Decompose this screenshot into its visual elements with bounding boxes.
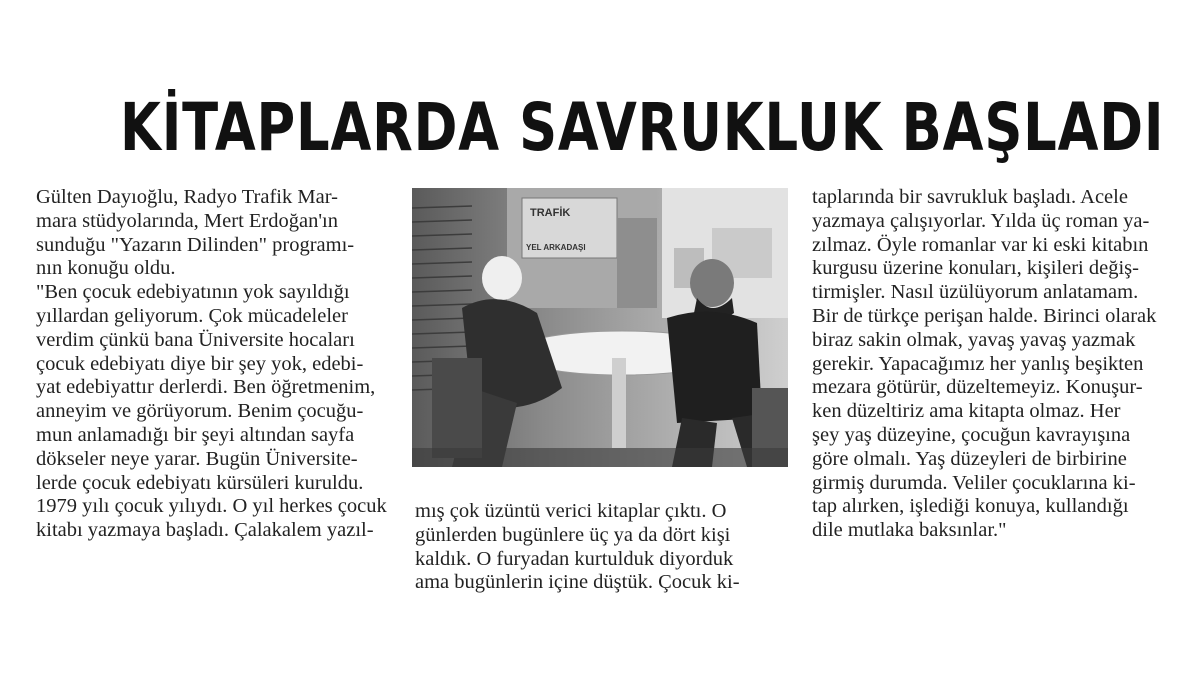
photo-illustration — [412, 188, 788, 467]
text-line: yazmaya çalışıyorlar. Yılda üç roman ya- — [812, 209, 1150, 232]
text-line: lerde çocuk edebiyatı kürsüleri kuruldu. — [36, 471, 364, 494]
text-line: göre olmalı. Yaş düzeyleri de birbirine — [812, 447, 1127, 470]
text-line: zılmaz. Öyle romanlar var ki eski kitabın — [812, 233, 1149, 256]
article-headline: KİTAPLARDA SAVRUKLUK BAŞLADI — [120, 89, 1165, 166]
text-line: nın konuğu oldu. — [36, 257, 176, 280]
text-line: gerekir. Yapacağımız her yanlış beşikten — [812, 352, 1144, 375]
text-line: "Ben çocuk edebiyatının yok sayıldığı — [36, 281, 350, 304]
text-line: ama bugünlerin içine düştük. Çocuk ki- — [415, 571, 740, 594]
article-column-2 — [415, 500, 787, 595]
text-line: günlerden bugünlere üç ya da dört kişi — [415, 523, 731, 546]
text-line: mun anlamadığı bir şeyi altından sayfa — [36, 423, 355, 446]
text-line: kaldık. O furyadan kurtulduk diyorduk — [415, 547, 734, 570]
text-line: sunduğu "Yazarın Dilinden" programı- — [36, 233, 355, 256]
text-line: ken düzeltiriz ama kitapta olmaz. Her — [812, 400, 1121, 423]
text-line: mezara götürür, düzeltemeyiz. Konuşur- — [812, 376, 1143, 399]
text-line: verdim çünkü bana Üniversite hocaları — [36, 328, 355, 351]
poster-text-2: YEL ARKADAŞI — [526, 243, 586, 252]
text-line: mış çok üzüntü verici kitaplar çıktı. O — [415, 500, 727, 522]
text-line: çocuk edebiyatı diye bir şey yok, edebi- — [36, 352, 364, 375]
text-line: tirmişler. Nasıl üzülüyorum anlatamam. — [812, 281, 1139, 304]
text-line: girmiş durumda. Veliler çocuklarına ki- — [812, 471, 1136, 494]
poster-text-1: TRAFİK — [530, 207, 571, 219]
article-column-1 — [36, 186, 392, 543]
text-line: şey yaş düzeyine, çocuğun kavrayışına — [812, 423, 1131, 446]
text-line: mara stüdyolarında, Mert Erdoğan'ın — [36, 209, 338, 232]
article-photo — [412, 188, 788, 467]
article-column-3 — [812, 186, 1172, 543]
text-line: Bir de türkçe perişan halde. Birinci olarak — [812, 304, 1157, 327]
text-line: taplarında bir savrukluk başladı. Acele — [812, 186, 1128, 208]
text-line: yat edebiyattır derlerdi. Ben öğretmenim, — [36, 376, 376, 399]
text-line: kurgusu üzerine konuları, kişileri değiş- — [812, 257, 1139, 280]
text-line: kitabı yazmaya başladı. Çalakalem yazıl- — [36, 519, 374, 542]
text-line: dökseler neye yarar. Bugün Üniversite- — [36, 447, 358, 470]
text-line: yıllardan geliyorum. Çok mücadeleler — [36, 304, 348, 327]
text-line: Gülten Dayıoğlu, Radyo Trafik Mar- — [36, 186, 338, 208]
text-line: dile mutlaka baksınlar." — [812, 519, 1007, 542]
text-line: 1979 yılı çocuk yılıydı. O yıl herkes çocuk — [36, 495, 387, 518]
text-line: anneyim ve görüyorum. Benim çocuğu- — [36, 400, 364, 423]
text-line: biraz sakin olmak, yavaş yavaş yazmak — [812, 328, 1136, 351]
text-line: tap alırken, işlediği konuya, kullandığı — [812, 495, 1129, 518]
